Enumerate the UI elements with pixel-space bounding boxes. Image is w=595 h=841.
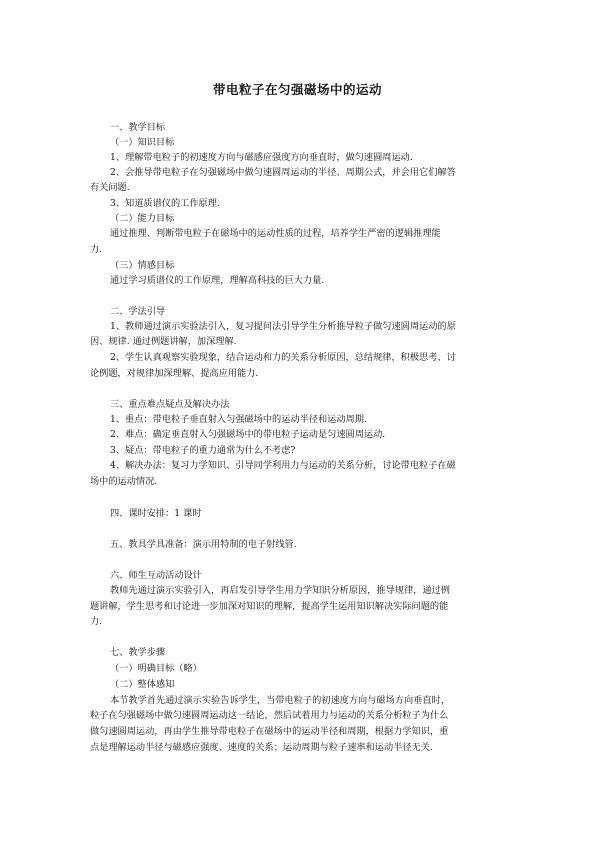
emotion-text: 通过学习质谱仪的工作原理，理解高科技的巨大力量.	[110, 275, 325, 286]
key-point-item-2: 2、难点：确定垂直射入匀强磁场中的带电粒子运动是匀速圆周运动.	[110, 429, 386, 440]
page-title: 带电粒子在匀强磁场中的运动	[212, 82, 382, 97]
knowledge-item-2-line-2: 有关问题.	[90, 182, 130, 193]
key-point-item-3: 3、疑点：带电粒子的重力通常为什么不考虑?	[110, 445, 296, 456]
steps-text-line-2: 粒子在匀强磁场中做匀速圆周运动这一结论，然后试着用力与运动的关系分析粒子为什么	[90, 710, 449, 721]
interaction-text-line-1: 教师先通过演示实验引入，再启发引导学生用力学知识分析原因，推导规律，通过例	[110, 585, 450, 596]
section-heading-materials: 五、教具学具准备：演示用特制的电子射线管.	[110, 539, 297, 550]
subheading-emotion-goals: （三）情感目标	[110, 260, 175, 271]
study-method-item-1-line-2: 因、规律. 通过例题讲解，加深理解.	[90, 336, 237, 347]
key-point-item-1: 1、重点：带电粒子垂直射入匀强磁场中的运动半径和运动周期.	[110, 414, 367, 425]
section-heading-steps: 七、教学步骤	[110, 647, 166, 658]
knowledge-item-1: 1、理解带电粒子的初速度方向与磁感应强度方向垂直时，做匀速圆周运动.	[110, 152, 413, 163]
knowledge-item-2-line-1: 2、会推导带电粒子在匀强磁场中做匀速圆周运动的半径、周期公式，并会用它们解答	[110, 167, 456, 178]
subheading-knowledge-goals: （一）知识目标	[110, 137, 175, 148]
ability-text-line-1: 通过推理、判断带电粒子在磁场中的运动性质的过程，培养学生严密的逻辑推理能	[110, 228, 441, 239]
study-method-item-1-line-1: 1、教师通过演示实验法引入，复习提问法引导学生分析推导粒子做匀速圆周运动的原	[110, 321, 456, 332]
interaction-text-line-3: 力.	[90, 616, 103, 627]
section-heading-schedule: 四、课时安排：1 课时	[110, 508, 202, 519]
key-point-item-4-line-2: 场中的运动情况.	[90, 476, 158, 487]
section-heading-goals: 一、教学目标	[110, 122, 166, 133]
steps-text-line-4: 点是理解运动半径与磁感应强度、速度的关系；运动周期与粒子速率和运动半径无关.	[90, 742, 433, 753]
section-heading-interaction: 六、师生互动活动设计	[110, 570, 202, 581]
ability-text-line-2: 力.	[90, 244, 103, 255]
study-method-item-2-line-1: 2、学生认真观察实验现象，结合运动和力的关系分析原因，总结规律，积极思考、讨	[110, 352, 456, 363]
interaction-text-line-2: 题讲解，学生思考和讨论进一步加深对知识的理解，提高学生运用知识解决实际问题的能	[90, 601, 449, 612]
study-method-item-2-line-2: 论例题，对规律加深理解、提高应用能力.	[90, 368, 259, 379]
steps-text-line-1: 本节教学首先通过演示实验告诉学生，当带电粒子的初速度方向与磁场方向垂直时，	[110, 695, 450, 706]
section-heading-key-points: 三、重点难点疑点及解决办法	[110, 399, 230, 410]
subheading-clear-goals: （一）明确目标（略）	[110, 663, 202, 674]
knowledge-item-3: 3、知道质谱仪的工作原理.	[110, 198, 220, 209]
key-point-item-4-line-1: 4、解决办法：复习力学知识、引导同学利用力与运动的关系分析，讨论带电粒子在磁	[110, 460, 456, 471]
subheading-overall-perception: （二）整体感知	[110, 679, 175, 690]
section-heading-study-method: 二、学法引导	[110, 306, 166, 317]
subheading-ability-goals: （二）能力目标	[110, 213, 175, 224]
steps-text-line-3: 做匀速圆周运动，再由学生推导带电粒子在磁场中的运动半径和周期，根据力学知识，重	[90, 726, 449, 737]
